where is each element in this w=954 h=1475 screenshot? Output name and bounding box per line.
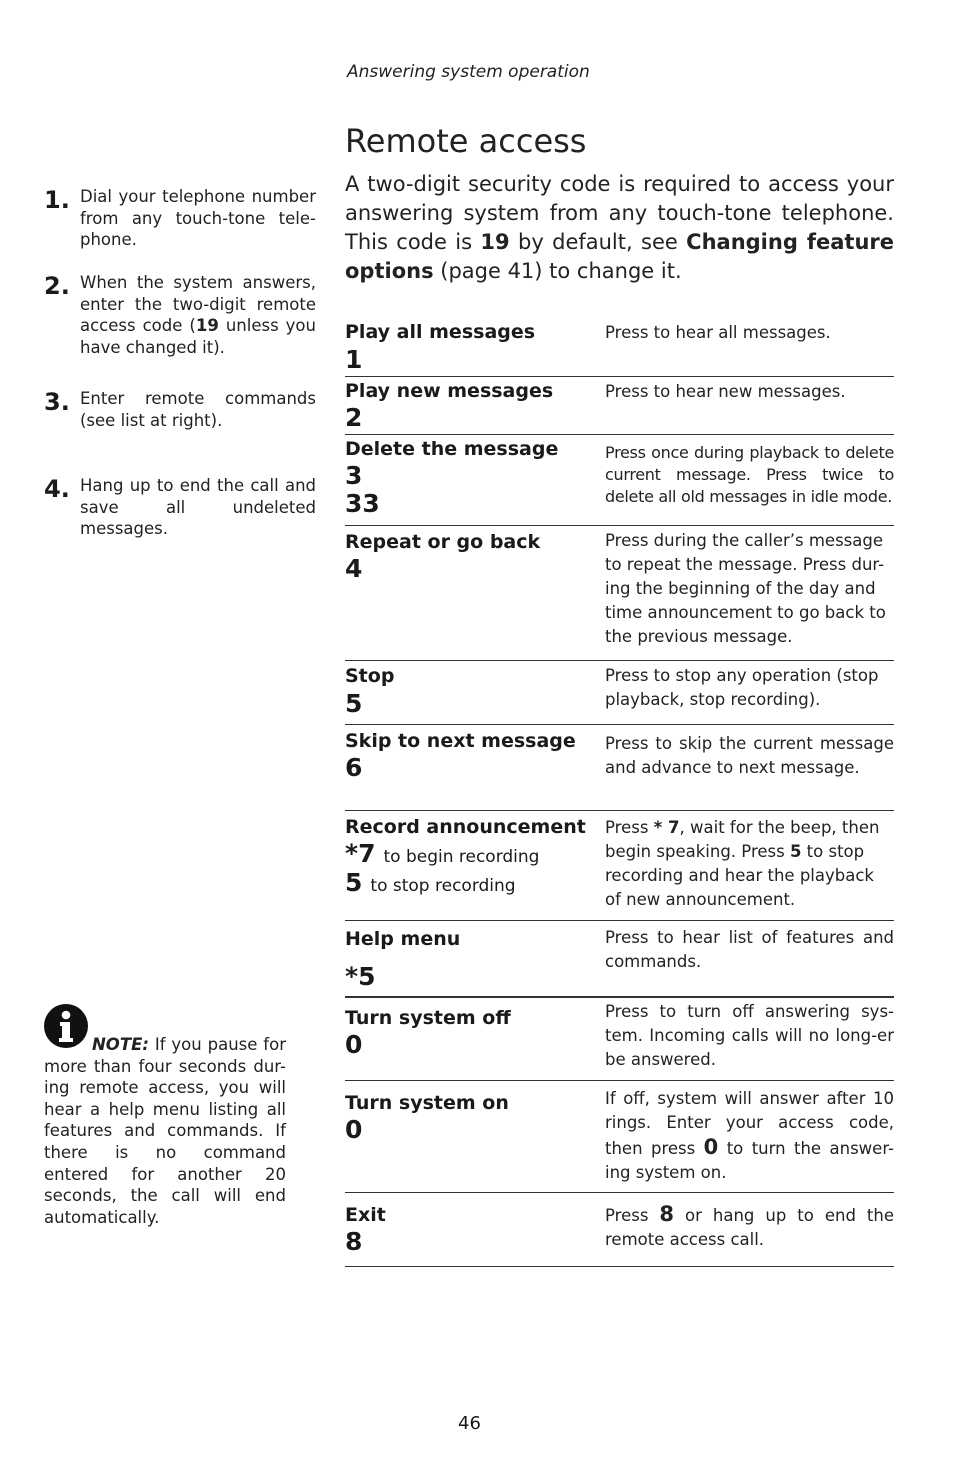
command-key: 4 (345, 554, 363, 583)
desc-part: Press (605, 818, 654, 837)
step-text: Hang up to end the call and save all undeleted messages. (80, 476, 316, 538)
desc-part: If off, system will answer after 10 rings. Enter your access code, then press (605, 1089, 894, 1158)
command-name: Turn system off (345, 1007, 511, 1029)
command-description (605, 816, 894, 912)
step-number: 2. (44, 272, 70, 300)
note-label: NOTE: (92, 1035, 149, 1054)
key-caption: to stop recording (370, 876, 516, 896)
step-number: 3. (44, 388, 70, 416)
command-key: 0 (345, 1115, 363, 1144)
command-name: Play all messages (345, 321, 536, 343)
command-name: Turn system on (345, 1092, 509, 1114)
command-row (345, 436, 894, 526)
page-title: Remote access (345, 122, 587, 160)
command-description: Press to hear all messages. (605, 323, 831, 342)
feature-options-reference: Changing feature options (345, 230, 894, 283)
command-description: Press to turn off answering sys-tem. Incoming calls will no long-er be answered. (605, 1002, 894, 1069)
command-description: Press to hear list of features and commands. (605, 928, 894, 971)
desc-part: to turn the answer-ing system on. (605, 1139, 894, 1182)
step-text: Dial your telephone number from any touch-tone tele-phone. (80, 187, 316, 249)
command-row (345, 726, 894, 811)
intro-text-1: A two-digit security code is required to access your answering system from any touch-tone telephone. This code is (345, 172, 894, 254)
command-row (345, 812, 894, 921)
command-name: Record announcement (345, 816, 586, 838)
command-row (345, 998, 894, 1081)
step-text (80, 272, 316, 358)
intro-text-3: (page 41) to change it. (433, 259, 682, 283)
command-name: Skip to next message (345, 730, 576, 752)
default-code: 19 (480, 230, 510, 254)
command-key: *5 (345, 962, 376, 991)
desc-key: 5 (789, 842, 802, 861)
command-key: 8 (345, 1227, 363, 1256)
command-key: 3 (345, 461, 363, 490)
command-key: 0 (345, 1030, 363, 1059)
access-code: 19 (195, 316, 219, 335)
intro-paragraph (345, 170, 894, 286)
command-description: Press once during playback to delete current message. Press twice to delete all old messages in idle mode. (605, 443, 894, 506)
command-description: Press to skip the current message and advance to next message. (605, 734, 894, 777)
step-text-part: When the system answers, enter the two-digit remote access code ( (80, 273, 316, 335)
desc-part: Press (605, 1206, 660, 1225)
page-number: 46 (458, 1413, 481, 1434)
command-key: 2 (345, 403, 363, 432)
command-row (345, 527, 894, 661)
desc-key: 8 (659, 1202, 675, 1226)
command-row (345, 1194, 894, 1267)
command-key: 6 (345, 753, 363, 782)
command-row (345, 378, 894, 435)
command-description: Press to hear new messages. (605, 382, 846, 401)
command-key: 5 (345, 689, 363, 718)
command-name: Stop (345, 665, 395, 687)
command-row (345, 1082, 894, 1193)
command-name: Play new messages (345, 380, 554, 402)
step-number: 1. (44, 186, 70, 214)
note-text: If you pause for more than four seconds dur-ing remote access, you will hear a help menu listing all features and commands. If there is no command entered for another 20 seconds, the call will end automatically. (44, 1035, 286, 1227)
command-key-alt: 33 (345, 489, 380, 518)
command-description (605, 1087, 894, 1185)
command-key-alt (345, 868, 516, 897)
command-description (605, 1202, 894, 1252)
command-description: Press to stop any operation (stop playback, stop recording). (605, 666, 879, 709)
key-caption: to begin recording (383, 847, 540, 867)
desc-part: to stop recording and hear the playback of new announcement. (605, 842, 874, 909)
note-paragraph (44, 1034, 286, 1228)
command-row (345, 662, 894, 725)
command-name: Delete the message (345, 438, 559, 460)
step-text-part: unless you have changed it). (80, 316, 316, 357)
desc-key: 0 (703, 1135, 719, 1159)
command-description: Press during the caller’s message to repeat the message. Press dur-ing the beginning of the day and time announcement to go back to the previous message. (605, 531, 886, 646)
desc-part: or hang up to end the remote access call. (605, 1206, 894, 1249)
key-label: 5 (345, 868, 363, 897)
step-text: Enter remote commands (see list at right). (80, 389, 316, 430)
command-key: 1 (345, 345, 363, 374)
command-key (345, 839, 539, 868)
command-name: Repeat or go back (345, 531, 541, 553)
desc-part: , wait for the beep, then begin speaking. Press (605, 818, 880, 861)
command-name: Exit (345, 1204, 386, 1226)
running-header: Answering system operation (347, 62, 590, 82)
command-row (345, 922, 894, 998)
key-label: *7 (345, 839, 376, 868)
intro-text-2: by default, see (509, 230, 687, 254)
desc-key: * 7 (653, 818, 680, 837)
command-row (345, 318, 894, 377)
command-name: Help menu (345, 928, 461, 950)
step-number: 4. (44, 475, 70, 503)
